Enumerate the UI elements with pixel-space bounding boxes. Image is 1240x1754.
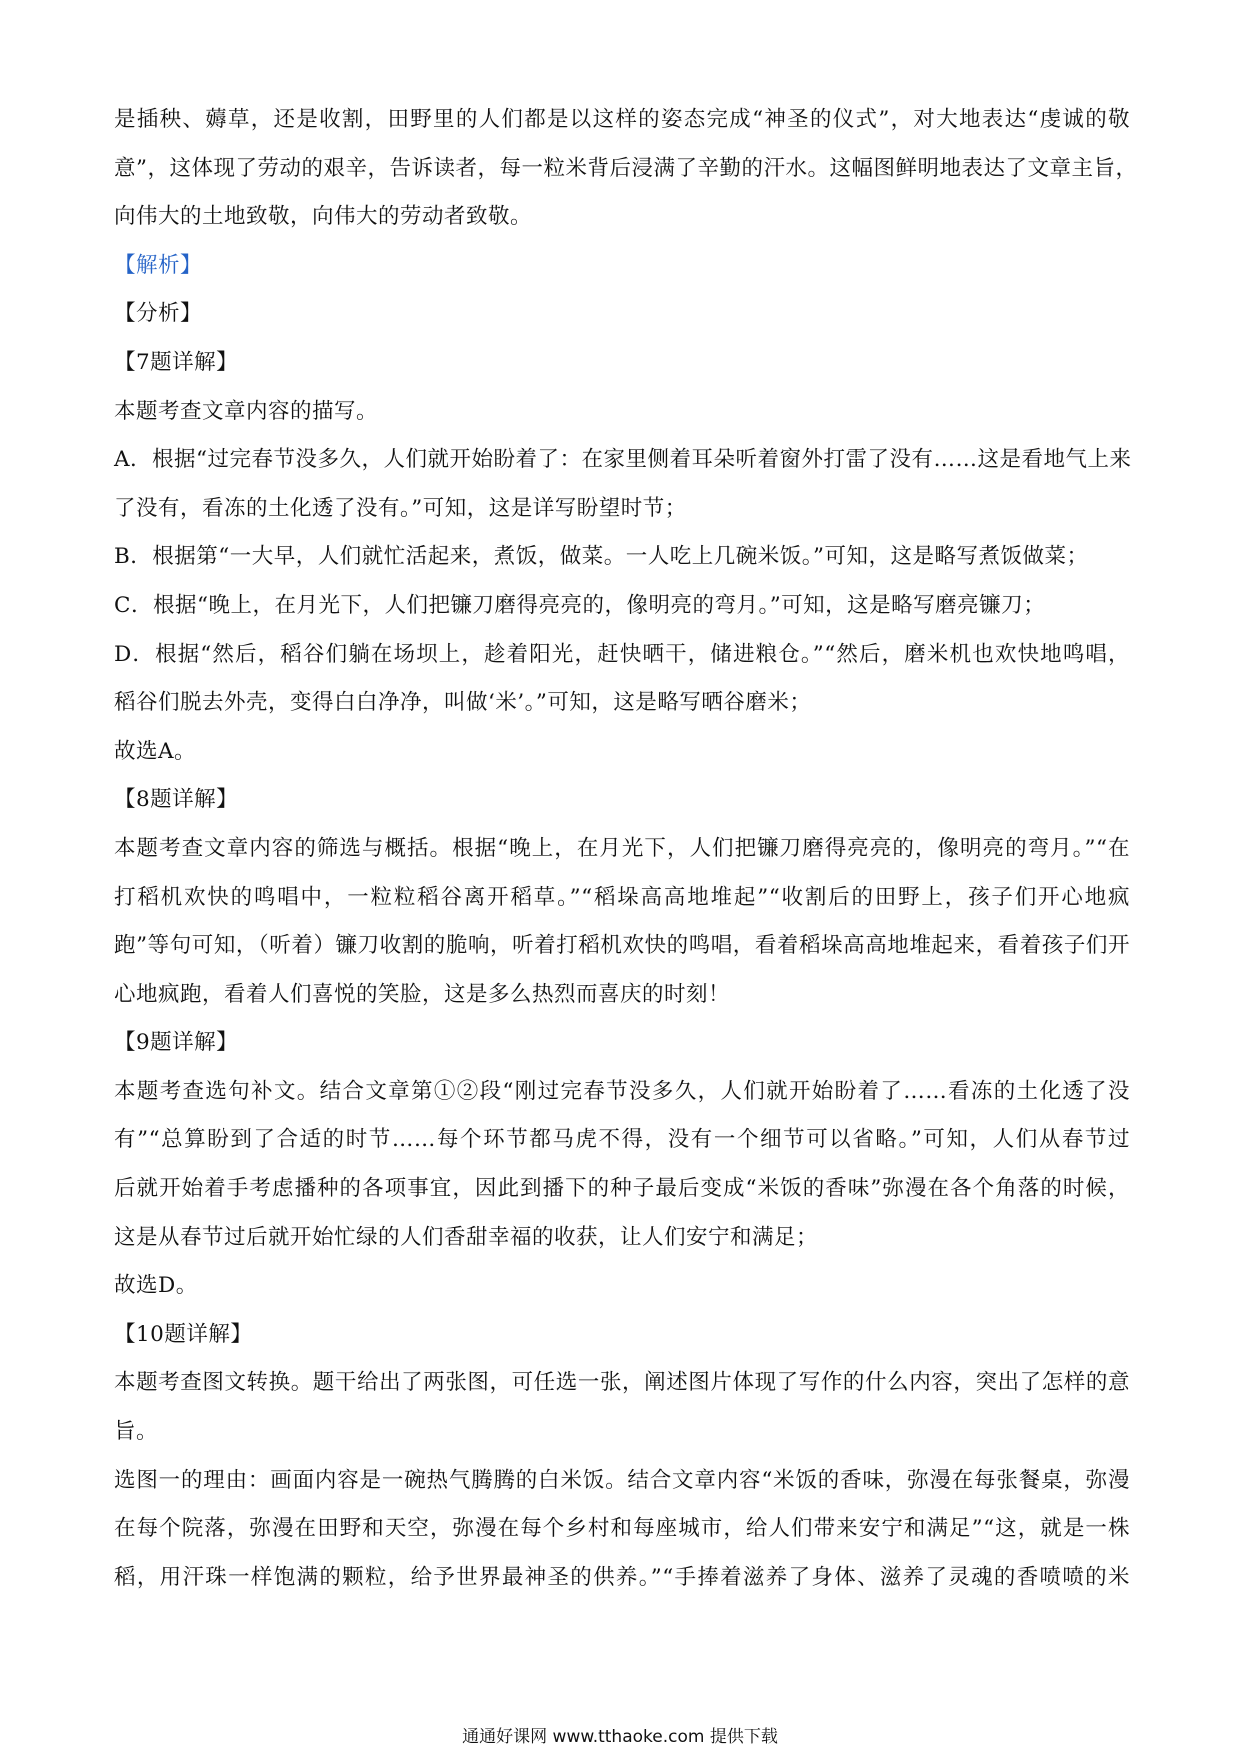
- text-line: 是插秧、薅草，还是收割，田野里的人们都是以这样的姿态完成“神圣的仪式”，对大地表达“虔诚的敬: [114, 107, 1130, 132]
- answer-line: 故选A。: [114, 738, 197, 764]
- section-heading: 【8题详解】: [114, 787, 239, 813]
- text-line: B．根据第“一大早，人们就忙活起来，煮饭，做菜。一人吃上几碗米饭。”可知，这是略写煮饭做菜；: [114, 544, 1089, 570]
- section-heading: 【10题详解】: [114, 1321, 253, 1347]
- text-line: 本题考查选句补文。结合文章第①②段“刚过完春节没多久，人们就开始盼着了……看冻的土化透了没: [114, 1078, 1130, 1104]
- text-line: 本题考查文章内容的描写。: [114, 398, 379, 424]
- text-line: 旨。: [114, 1419, 159, 1445]
- text-line: 这是从春节过后就开始忙绿的人们香甜幸福的收获，让人们安宁和满足；: [114, 1224, 819, 1250]
- text-line: 本题考查文章内容的筛选与概括。根据“晚上，在月光下，人们把镰刀磨得亮亮的，像明亮的弯月。”“在: [114, 835, 1130, 861]
- page-footer: 通通好课网 www.tthaoke.com 提供下载: [462, 1727, 778, 1747]
- text-line: 稻谷们脱去外壳，变得白白净净，叫做‘米’。”可知，这是略写晒谷磨米；: [114, 690, 812, 716]
- text-line: 向伟大的土地致敬，向伟大的劳动者致敬。: [114, 204, 533, 230]
- text-line: 打稻机欢快的鸣唱中，一粒粒稻谷离开稻草。”“稻垛高高地堆起”“收割后的田野上，孩子们开心地疯: [114, 884, 1130, 910]
- text-line: 心地疯跑，看着人们喜悦的笑脸，这是多么热烈而喜庆的时刻！: [114, 981, 731, 1007]
- section-heading: 【7题详解】: [114, 349, 239, 375]
- analysis-link[interactable]: 【解析】: [114, 252, 203, 278]
- text-line: 跑”等句可知，（听着）镰刀收割的脆响，听着打稻机欢快的鸣唱，看着稻垛高高地堆起来，看着孩子们开: [114, 933, 1130, 959]
- text-line: 意”，这体现了劳动的艰辛，告诉读者，每一粒米背后浸满了辛勤的汗水。这幅图鲜明地表达了文章主旨，: [114, 155, 1138, 181]
- text-line: 在每个院落，弥漫在田野和天空，弥漫在每个乡村和每座城市，给人们带来安宁和满足”“这，就是一株: [114, 1516, 1130, 1542]
- text-line: 稻，用汗珠一样饱满的颗粒，给予世界最神圣的供养。”“手捧着滋养了身体、滋养了灵魂的香喷喷的米: [114, 1564, 1130, 1590]
- document-body: [114, 96, 1138, 1602]
- text-line: C．根据“晚上，在月光下，人们把镰刀磨得亮亮的，像明亮的弯月。”可知，这是略写磨亮镰刀；: [114, 592, 1046, 618]
- text-line: 本题考查图文转换。题干给出了两张图，可任选一张，阐述图片体现了写作的什么内容，突出了怎样的意: [114, 1370, 1130, 1396]
- section-heading: 【9题详解】: [114, 1030, 239, 1056]
- answer-line: 故选D。: [114, 1273, 198, 1299]
- text-line: A．根据“过完春节没多久，人们就开始盼着了：在家里侧着耳朵听着窗外打雷了没有……这是看地气上来: [114, 447, 1132, 473]
- text-line: 有”“总算盼到了合适的时节……每个环节都马虎不得，没有一个细节可以省略。”可知，人们从春节过: [114, 1127, 1130, 1153]
- text-line: 选图一的理由：画面内容是一碗热气腾腾的白米饭。结合文章内容“米饭的香味，弥漫在每张餐桌，弥漫: [114, 1467, 1130, 1493]
- text-line: D．根据“然后，稻谷们躺在场坝上，趁着阳光，赶快晒干，储进粮仓。”“然后，磨米机也欢快地鸣唱，: [114, 641, 1130, 667]
- text-line: 后就开始着手考虑播种的各项事宜，因此到播下的种子最后变成“米饭的香味”弥漫在各个角落的时候，: [114, 1176, 1130, 1202]
- text-line: 了没有，看冻的土化透了没有。”可知，这是详写盼望时节；: [114, 495, 687, 521]
- section-heading: 【分析】: [114, 301, 203, 327]
